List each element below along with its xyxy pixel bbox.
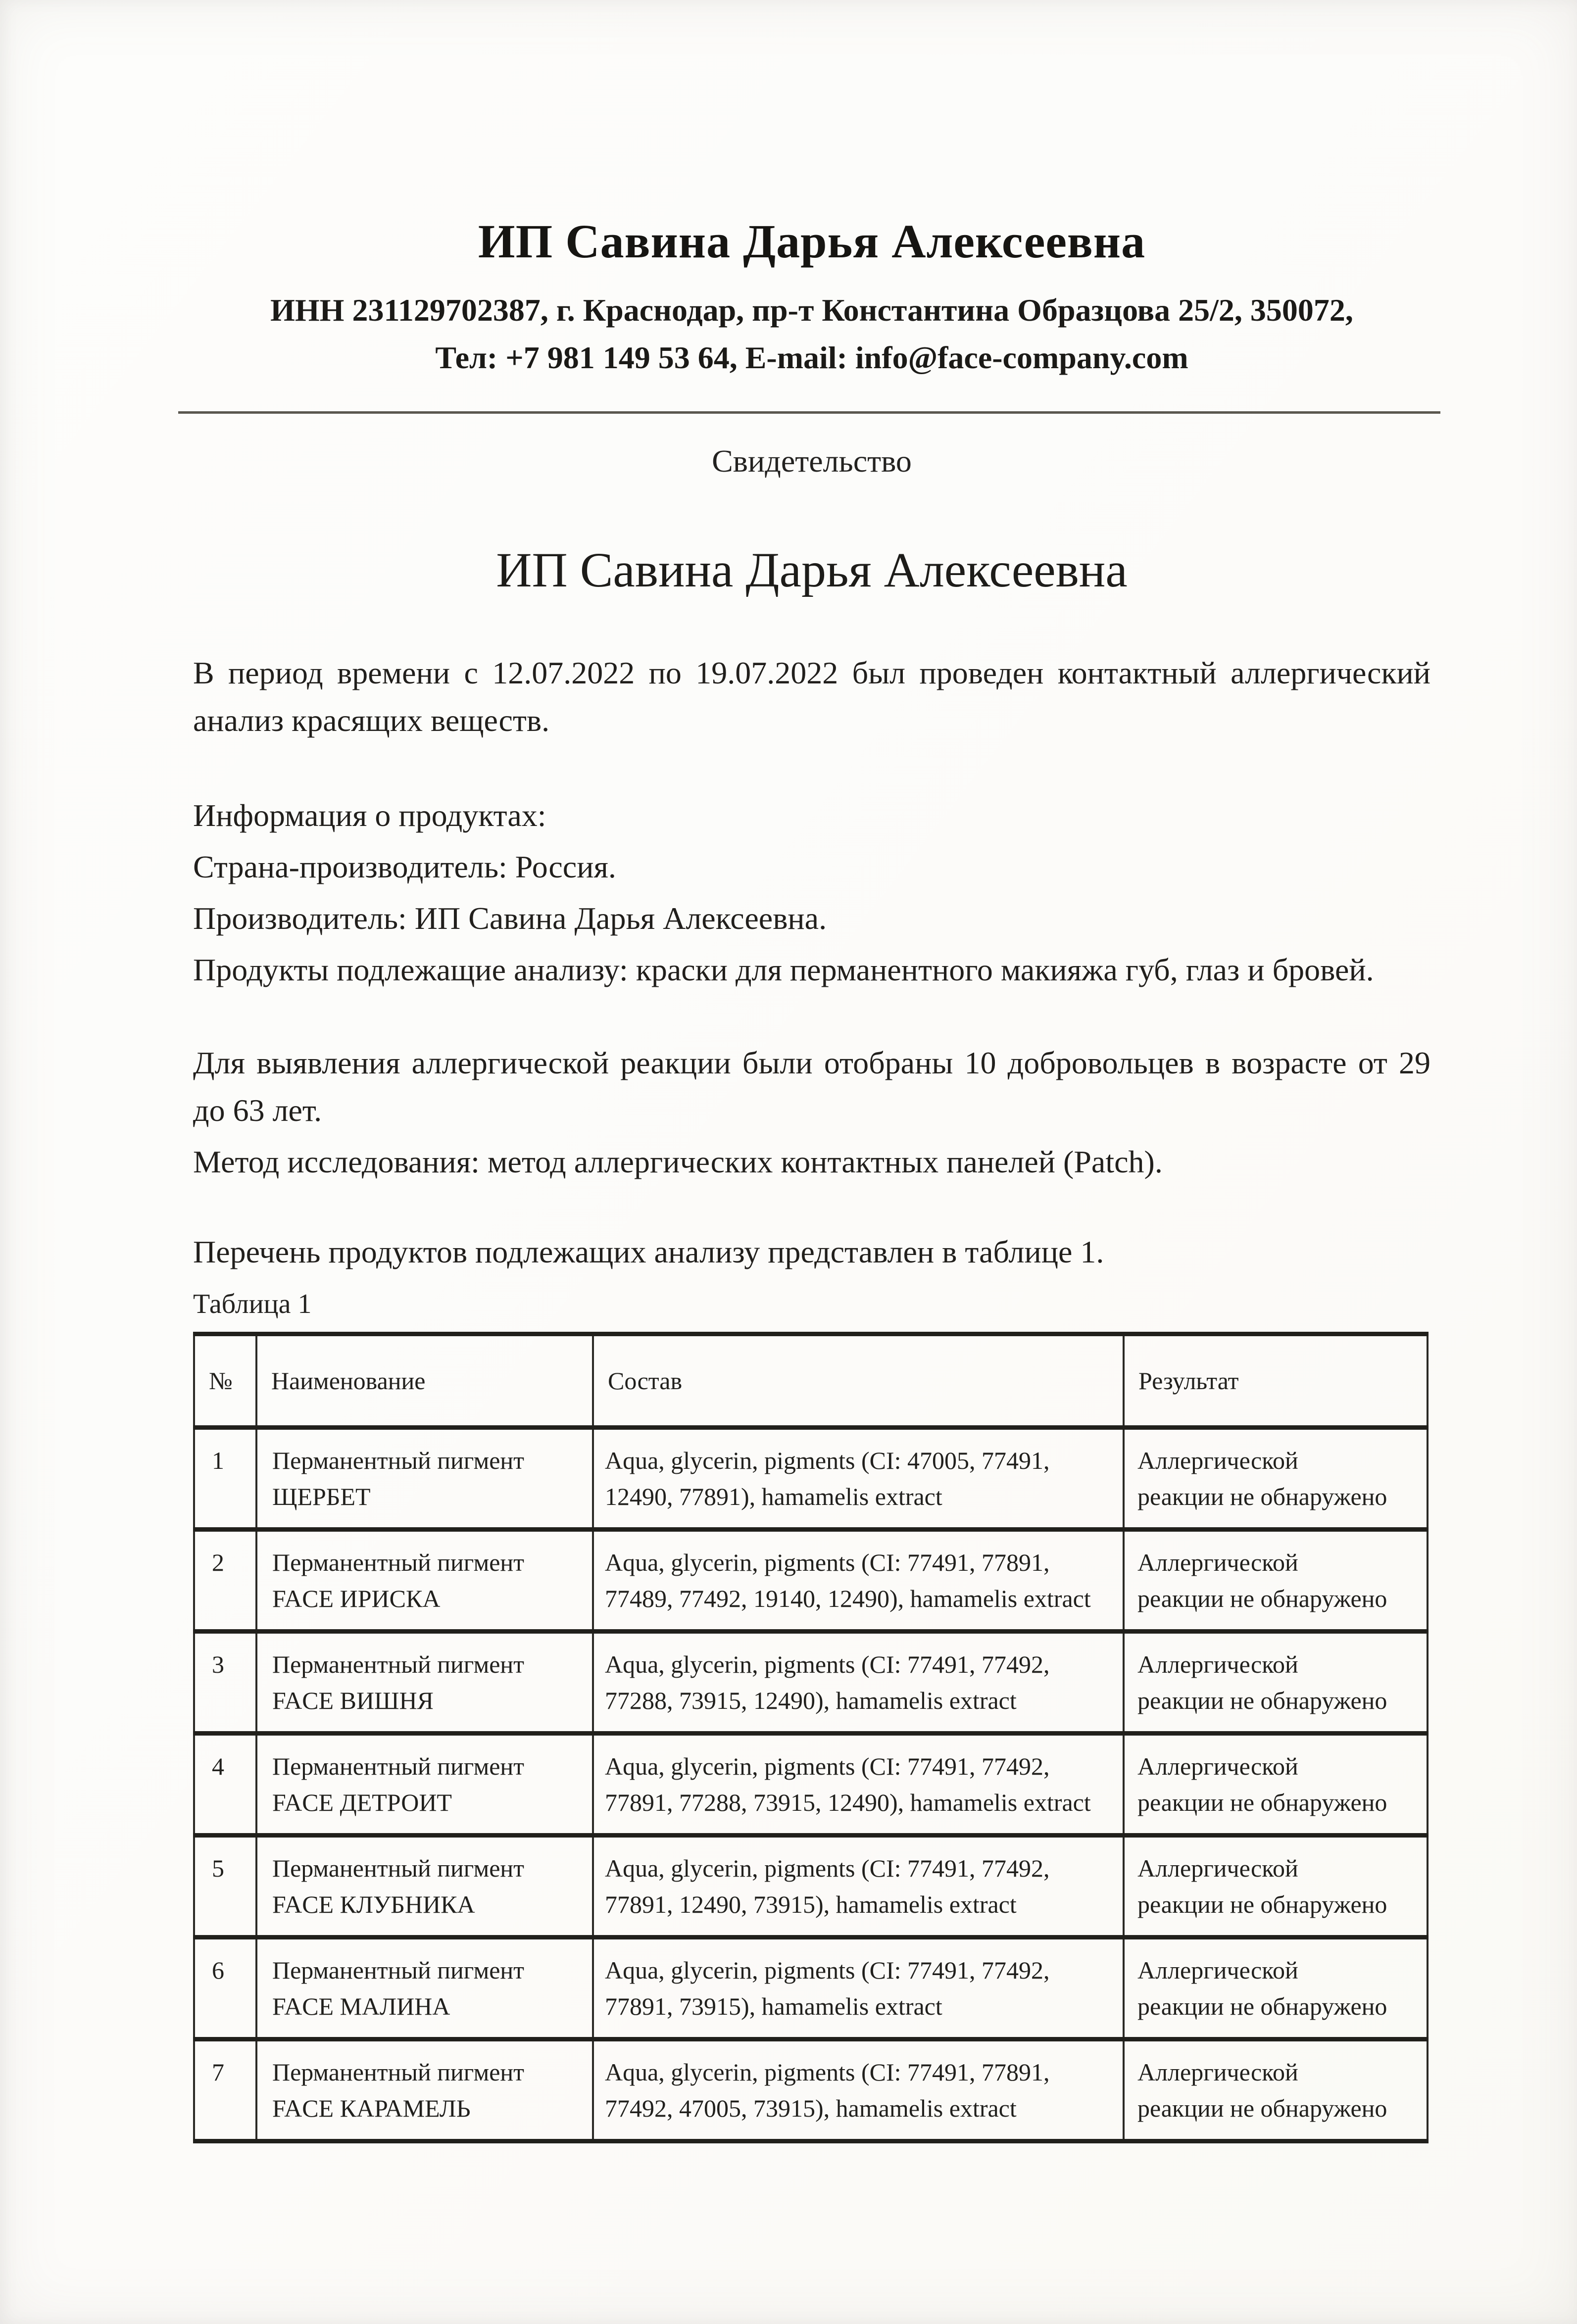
paragraph-method: Метод исследования: метод аллергических контактных панелей (Patch). (193, 1144, 1163, 1180)
method-info-block (193, 1039, 1430, 1186)
document-title: ИП Савина Дарья Алексеевна (496, 542, 1128, 598)
row-number-cell: 7 (194, 2039, 256, 2141)
table-row (194, 1530, 1428, 1632)
document-type-label: Свидетельство (712, 443, 912, 479)
product-name-cell: Перманентный пигмент FACE МАЛИНА (256, 1937, 593, 2039)
table-row (194, 1937, 1428, 2039)
product-name-cell: Перманентный пигмент ЩЕРБЕТ (256, 1428, 593, 1530)
table-row (194, 1428, 1428, 1530)
table-header-row (194, 1334, 1428, 1428)
letterhead-contacts-line: Тел: +7 981 149 53 64, E-mail: info@face-company.com (435, 340, 1188, 376)
table-row (194, 2039, 1428, 2141)
table-row (194, 1734, 1428, 1836)
composition-cell: Aqua, glycerin, pigments (CI: 77491, 77492, 77891, 77288, 73915, 12490), hamamelis extract (593, 1734, 1124, 1836)
composition-cell: Aqua, glycerin, pigments (CI: 47005, 77491, 12490, 77891), hamamelis extract (593, 1428, 1124, 1530)
row-number-cell: 4 (194, 1734, 256, 1836)
product-name-cell: Перманентный пигмент FACE ИРИСКА (256, 1530, 593, 1632)
row-number-cell: 2 (194, 1530, 256, 1632)
paragraph-analysis-period: В период времени с 12.07.2022 по 19.07.2022 был проведен контактный аллергический анализ красящих веществ. (193, 655, 1430, 738)
letterhead (193, 213, 1430, 382)
result-cell: Аллергической реакции не обнаружено (1124, 1428, 1428, 1530)
paragraph-products-analyzed: Продукты подлежащие анализу: краски для перманентного макияжа губ, глаз и бровей. (193, 952, 1374, 988)
paragraph-country: Страна-производитель: Россия. (193, 849, 616, 885)
result-cell: Аллергической реакции не обнаружено (1124, 1937, 1428, 2039)
product-name-cell: Перманентный пигмент FACE ВИШНЯ (256, 1632, 593, 1734)
result-cell: Аллергической реакции не обнаружено (1124, 1632, 1428, 1734)
composition-cell: Aqua, glycerin, pigments (CI: 77491, 77492, 77288, 73915, 12490), hamamelis extract (593, 1632, 1124, 1734)
column-header-result: Результат (1124, 1334, 1428, 1428)
table-body (194, 1428, 1428, 2141)
product-name-cell: Перманентный пигмент FACE ДЕТРОИТ (256, 1734, 593, 1836)
letterhead-company-name: ИП Савина Дарья Алексеевна (478, 215, 1146, 268)
paragraph-manufacturer: Производитель: ИП Савина Дарья Алексеевна. (193, 901, 827, 936)
composition-cell: Aqua, glycerin, pigments (CI: 77491, 77492, 77891, 12490, 73915), hamamelis extract (593, 1836, 1124, 1937)
paragraph-table-reference: Перечень продуктов подлежащих анализу представлен в таблице 1. (193, 1234, 1104, 1270)
product-name-cell: Перманентный пигмент FACE КЛУБНИКА (256, 1836, 593, 1937)
composition-cell: Aqua, glycerin, pigments (CI: 77491, 77891, 77489, 77492, 19140, 12490), hamamelis extract (593, 1530, 1124, 1632)
result-cell: Аллергической реакции не обнаружено (1124, 1836, 1428, 1937)
table-caption: Таблица 1 (193, 1289, 312, 1320)
table-row (194, 1836, 1428, 1937)
table-row (194, 1632, 1428, 1734)
letterhead-divider (178, 411, 1440, 414)
products-info-heading: Информация о продуктах: (193, 798, 546, 833)
product-name-cell: Перманентный пигмент FACE КАРАМЕЛЬ (256, 2039, 593, 2141)
result-cell: Аллергической реакции не обнаружено (1124, 1734, 1428, 1836)
letterhead-requisites-line: ИНН 231129702387, г. Краснодар, пр-т Константина Образцова 25/2, 350072, (270, 292, 1353, 328)
result-cell: Аллергической реакции не обнаружено (1124, 1530, 1428, 1632)
paragraph-volunteers: Для выявления аллергической реакции были отобраны 10 добровольцев в возрасте от 29 до 63 лет. (193, 1045, 1430, 1128)
products-table (193, 1332, 1429, 2144)
column-header-name: Наименование (256, 1334, 593, 1428)
products-info-block (193, 790, 1430, 996)
composition-cell: Aqua, glycerin, pigments (CI: 77491, 77891, 77492, 47005, 73915), hamamelis extract (593, 2039, 1124, 2141)
column-header-number: № (194, 1334, 256, 1428)
column-header-composition: Состав (593, 1334, 1124, 1428)
row-number-cell: 6 (194, 1937, 256, 2039)
result-cell: Аллергической реакции не обнаружено (1124, 2039, 1428, 2141)
composition-cell: Aqua, glycerin, pigments (CI: 77491, 77492, 77891, 73915), hamamelis extract (593, 1937, 1124, 2039)
row-number-cell: 3 (194, 1632, 256, 1734)
row-number-cell: 1 (194, 1428, 256, 1530)
row-number-cell: 5 (194, 1836, 256, 1937)
